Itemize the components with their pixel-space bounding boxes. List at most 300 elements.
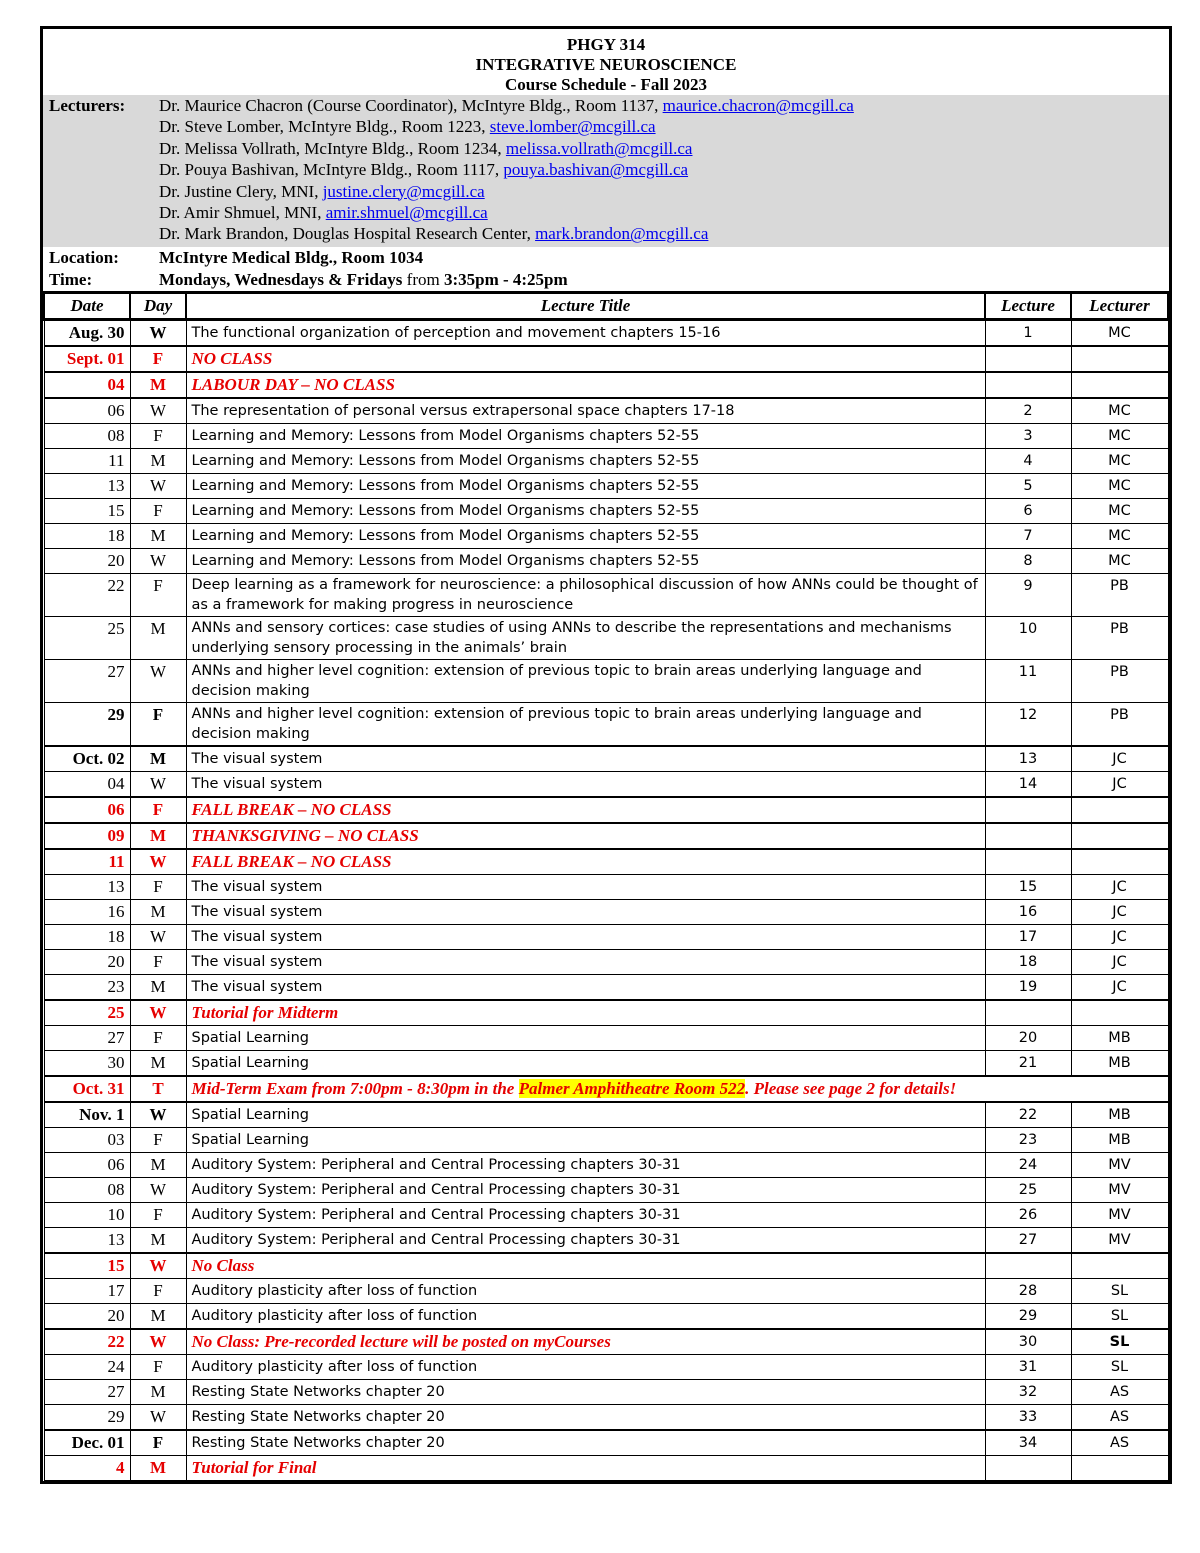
cell-day: F <box>130 1354 186 1379</box>
cell-lecture-number: 15 <box>985 874 1071 899</box>
cell-date: 20 <box>44 949 130 974</box>
cell-lecturer <box>1071 1455 1168 1480</box>
table-row <box>44 1102 1168 1128</box>
cell-lecture-number <box>985 1455 1071 1480</box>
time-from: from <box>406 269 440 289</box>
table-row <box>44 616 1168 659</box>
table-row <box>44 746 1168 772</box>
table-row <box>44 702 1168 746</box>
lecturers-label: Lecturers: <box>49 96 126 115</box>
cell-day: W <box>130 849 186 875</box>
table-row <box>44 448 1168 473</box>
cell-lecturer: MV <box>1071 1227 1168 1253</box>
cell-day: W <box>130 659 186 702</box>
schedule-table <box>43 291 1169 1481</box>
cell-lecturer: MV <box>1071 1202 1168 1227</box>
cell-day: F <box>130 346 186 372</box>
cell-date: 24 <box>44 1354 130 1379</box>
cell-date: 13 <box>44 1227 130 1253</box>
cell-lecture-number: 4 <box>985 448 1071 473</box>
cell-title: Auditory plasticity after loss of function <box>186 1278 985 1303</box>
cell-lecturer: JC <box>1071 949 1168 974</box>
cell-day: W <box>130 1329 186 1355</box>
cell-title: Auditory System: Peripheral and Central Processing chapters 30-31 <box>186 1177 985 1202</box>
table-row <box>44 1227 1168 1253</box>
table-row <box>44 1253 1168 1279</box>
col-header-date: Date <box>44 292 130 319</box>
table-header-row <box>44 292 1168 319</box>
cell-date: 29 <box>44 1404 130 1430</box>
time-value <box>159 269 1165 291</box>
cell-lecture-number: 19 <box>985 974 1071 1000</box>
cell-title: The visual system <box>186 771 985 797</box>
cell-lecture-number: 16 <box>985 899 1071 924</box>
cell-day: M <box>130 823 186 849</box>
table-row <box>44 1177 1168 1202</box>
cell-title: The visual system <box>186 746 985 772</box>
table-row <box>44 1127 1168 1152</box>
cell-lecturer <box>1071 1000 1168 1026</box>
cell-lecture-number: 6 <box>985 498 1071 523</box>
cell-date: Sept. 01 <box>44 346 130 372</box>
cell-lecturer: MC <box>1071 448 1168 473</box>
cell-day: W <box>130 1404 186 1430</box>
cell-lecture-number: 31 <box>985 1354 1071 1379</box>
cell-title: Auditory System: Peripheral and Central Processing chapters 30-31 <box>186 1227 985 1253</box>
cell-title: The visual system <box>186 899 985 924</box>
lecturer-email-link[interactable]: melissa.vollrath@mcgill.ca <box>505 138 693 158</box>
table-row <box>44 1000 1168 1026</box>
cell-date: 06 <box>44 797 130 823</box>
lecturer-text: Dr. Melissa Vollrath, McIntyre Bldg., Room 1234, <box>159 138 502 158</box>
table-row <box>44 498 1168 523</box>
lecturer-email-link[interactable]: pouya.bashivan@mcgill.ca <box>503 160 689 180</box>
table-row <box>44 924 1168 949</box>
cell-lecture-number <box>985 797 1071 823</box>
cell-title: Spatial Learning <box>186 1025 985 1050</box>
location-row <box>43 247 1169 269</box>
exam-text: Mid-Term Exam from 7:00pm - 8:30pm in the <box>191 1078 519 1098</box>
cell-title: The visual system <box>186 949 985 974</box>
cell-lecture-number <box>985 849 1071 875</box>
table-row <box>44 1455 1168 1480</box>
cell-lecture-number: 12 <box>985 702 1071 746</box>
cell-day: F <box>130 1202 186 1227</box>
cell-lecture-number: 1 <box>985 319 1071 346</box>
cell-title: The representation of personal versus extrapersonal space chapters 17-18 <box>186 398 985 424</box>
cell-date: 22 <box>44 1329 130 1355</box>
cell-lecturer: MC <box>1071 473 1168 498</box>
cell-lecture-number <box>985 346 1071 372</box>
cell-title: The visual system <box>186 924 985 949</box>
cell-day: M <box>130 1379 186 1404</box>
cell-lecture-number: 33 <box>985 1404 1071 1430</box>
document-header <box>43 29 1169 95</box>
cell-date: 27 <box>44 1379 130 1404</box>
cell-day: F <box>130 702 186 746</box>
cell-date: Oct. 02 <box>44 746 130 772</box>
cell-date: 08 <box>44 1177 130 1202</box>
cell-day: W <box>130 548 186 573</box>
location-value: McIntyre Medical Bldg., Room 1034 <box>159 247 424 267</box>
cell-title: ANNs and sensory cortices: case studies of using ANNs to describe the representations and mechanisms underlying sensory processing in the animals’ brain <box>186 616 985 659</box>
cell-title: Resting State Networks chapter 20 <box>186 1430 985 1456</box>
cell-lecture-number: 3 <box>985 423 1071 448</box>
cell-title: THANKSGIVING – NO CLASS <box>186 823 985 849</box>
cell-lecturer: JC <box>1071 974 1168 1000</box>
cell-date: 06 <box>44 1152 130 1177</box>
lecturer-text: Dr. Justine Clery, MNI, <box>159 181 319 201</box>
cell-date: 13 <box>44 473 130 498</box>
cell-day: W <box>130 319 186 346</box>
table-row <box>44 1303 1168 1329</box>
table-row <box>44 949 1168 974</box>
cell-lecturer: MC <box>1071 398 1168 424</box>
lecturer-text: Dr. Steve Lomber, McIntyre Bldg., Room 1223, <box>159 117 486 137</box>
cell-day: F <box>130 949 186 974</box>
cell-date: Dec. 01 <box>44 1430 130 1456</box>
cell-date: 11 <box>44 849 130 875</box>
lecturer-entry <box>159 223 1165 244</box>
col-header-day: Day <box>130 292 186 319</box>
cell-title: ANNs and higher level cognition: extension of previous topic to brain areas underlying language and decision making <box>186 702 985 746</box>
course-name: INTEGRATIVE NEUROSCIENCE <box>475 55 737 74</box>
cell-lecturer: PB <box>1071 573 1168 616</box>
cell-date: 18 <box>44 523 130 548</box>
cell-date: 15 <box>44 1253 130 1279</box>
cell-day: M <box>130 616 186 659</box>
cell-title: Spatial Learning <box>186 1102 985 1128</box>
cell-lecturer: MC <box>1071 523 1168 548</box>
cell-lecture-number: 9 <box>985 573 1071 616</box>
cell-title: The visual system <box>186 974 985 1000</box>
cell-lecture-number: 11 <box>985 659 1071 702</box>
time-days: Mondays, Wednesdays & Fridays <box>159 269 403 289</box>
cell-title: No Class: Pre-recorded lecture will be posted on myCourses <box>186 1329 985 1355</box>
cell-day: F <box>130 797 186 823</box>
cell-day: W <box>130 1000 186 1026</box>
cell-date: 04 <box>44 372 130 398</box>
cell-lecture-number <box>985 1253 1071 1279</box>
lecturer-email-link[interactable]: steve.lomber@mcgill.ca <box>489 117 656 137</box>
cell-title: No Class <box>186 1253 985 1279</box>
cell-day: M <box>130 974 186 1000</box>
cell-lecturer: SL <box>1071 1354 1168 1379</box>
cell-lecture-number: 30 <box>985 1329 1071 1355</box>
cell-title: Spatial Learning <box>186 1050 985 1076</box>
cell-date: Aug. 30 <box>44 319 130 346</box>
cell-lecturer: JC <box>1071 771 1168 797</box>
cell-day: M <box>130 1050 186 1076</box>
cell-title: The visual system <box>186 874 985 899</box>
cell-lecturer: JC <box>1071 746 1168 772</box>
cell-lecturer: MC <box>1071 548 1168 573</box>
cell-date: 15 <box>44 498 130 523</box>
cell-lecture-number: 20 <box>985 1025 1071 1050</box>
cell-day: F <box>130 1278 186 1303</box>
location-label: Location: <box>49 247 119 267</box>
cell-lecturer: SL <box>1071 1278 1168 1303</box>
course-code: PHGY 314 <box>566 35 646 54</box>
cell-title: ANNs and higher level cognition: extension of previous topic to brain areas underlying language and decision making <box>186 659 985 702</box>
table-row <box>44 473 1168 498</box>
table-row <box>44 1430 1168 1456</box>
cell-lecturer: MV <box>1071 1177 1168 1202</box>
lecturer-email-link[interactable]: amir.shmuel@mcgill.ca <box>325 203 488 223</box>
lecturer-entry <box>159 138 1165 159</box>
cell-date: 20 <box>44 1303 130 1329</box>
lecturer-entry <box>159 159 1165 180</box>
cell-lecturer: AS <box>1071 1404 1168 1430</box>
cell-title: Learning and Memory: Lessons from Model Organisms chapters 52-55 <box>186 523 985 548</box>
cell-date: 29 <box>44 702 130 746</box>
cell-date: 27 <box>44 659 130 702</box>
cell-day: F <box>130 1430 186 1456</box>
cell-day: F <box>130 498 186 523</box>
cell-day: W <box>130 1253 186 1279</box>
cell-lecturer: AS <box>1071 1379 1168 1404</box>
exam-note: . Please see page 2 for details! <box>745 1078 957 1098</box>
cell-date: 08 <box>44 423 130 448</box>
cell-lecturer: MB <box>1071 1127 1168 1152</box>
cell-day: W <box>130 771 186 797</box>
cell-lecturer: MB <box>1071 1102 1168 1128</box>
lecturer-text: Dr. Amir Shmuel, MNI, <box>159 203 322 223</box>
table-row <box>44 1152 1168 1177</box>
cell-lecture-number: 29 <box>985 1303 1071 1329</box>
cell-day: W <box>130 398 186 424</box>
time-label: Time: <box>49 269 93 289</box>
cell-lecturer: MC <box>1071 423 1168 448</box>
cell-title: Tutorial for Midterm <box>186 1000 985 1026</box>
cell-title: Learning and Memory: Lessons from Model Organisms chapters 52-55 <box>186 423 985 448</box>
cell-lecture-number: 25 <box>985 1177 1071 1202</box>
cell-lecture-number <box>985 372 1071 398</box>
cell-title <box>186 1076 1168 1102</box>
cell-lecturer: MB <box>1071 1025 1168 1050</box>
cell-date: Oct. 31 <box>44 1076 130 1102</box>
cell-lecture-number: 26 <box>985 1202 1071 1227</box>
cell-day: W <box>130 473 186 498</box>
cell-day: W <box>130 1177 186 1202</box>
cell-lecturer <box>1071 823 1168 849</box>
lecturer-text: Dr. Mark Brandon, Douglas Hospital Research Center, <box>159 224 531 244</box>
cell-lecture-number: 23 <box>985 1127 1071 1152</box>
cell-lecturer: PB <box>1071 702 1168 746</box>
cell-date: Nov. 1 <box>44 1102 130 1128</box>
lecturer-entry <box>159 95 1165 116</box>
cell-title: Learning and Memory: Lessons from Model Organisms chapters 52-55 <box>186 448 985 473</box>
table-row <box>44 1404 1168 1430</box>
course-schedule-sheet <box>40 26 1172 1484</box>
lecturer-text: Dr. Maurice Chacron (Course Coordinator), McIntyre Bldg., Room 1137, <box>159 96 659 115</box>
table-row <box>44 372 1168 398</box>
cell-lecture-number: 14 <box>985 771 1071 797</box>
cell-day: W <box>130 924 186 949</box>
cell-day: T <box>130 1076 186 1102</box>
cell-date: 16 <box>44 899 130 924</box>
cell-day: M <box>130 1303 186 1329</box>
cell-day: M <box>130 448 186 473</box>
table-row <box>44 849 1168 875</box>
cell-lecturer: MB <box>1071 1050 1168 1076</box>
time-row <box>43 269 1169 291</box>
col-header-lecturer: Lecturer <box>1071 292 1168 319</box>
cell-lecturer: MC <box>1071 319 1168 346</box>
cell-lecturer: PB <box>1071 659 1168 702</box>
cell-date: 17 <box>44 1278 130 1303</box>
exam-location-highlight: Palmer Amphitheatre Room 522 <box>518 1078 746 1098</box>
table-row <box>44 548 1168 573</box>
table-row <box>44 974 1168 1000</box>
cell-lecture-number: 24 <box>985 1152 1071 1177</box>
cell-lecture-number: 7 <box>985 523 1071 548</box>
cell-title: FALL BREAK – NO CLASS <box>186 849 985 875</box>
table-row <box>44 823 1168 849</box>
cell-lecturer <box>1071 1253 1168 1279</box>
cell-title: FALL BREAK – NO CLASS <box>186 797 985 823</box>
cell-lecture-number: 5 <box>985 473 1071 498</box>
lecturer-entry <box>159 181 1165 202</box>
cell-day: M <box>130 1455 186 1480</box>
cell-date: 25 <box>44 1000 130 1026</box>
lecturer-entry <box>159 116 1165 137</box>
table-row <box>44 1202 1168 1227</box>
cell-day: M <box>130 372 186 398</box>
table-row <box>44 319 1168 346</box>
cell-lecture-number: 34 <box>985 1430 1071 1456</box>
cell-title: Auditory plasticity after loss of function <box>186 1303 985 1329</box>
lecturer-email-link[interactable]: justine.clery@mcgill.ca <box>322 181 485 201</box>
cell-day: M <box>130 1152 186 1177</box>
cell-title: Learning and Memory: Lessons from Model Organisms chapters 52-55 <box>186 498 985 523</box>
cell-lecture-number: 13 <box>985 746 1071 772</box>
cell-day: F <box>130 1127 186 1152</box>
cell-date: 23 <box>44 974 130 1000</box>
cell-lecture-number: 32 <box>985 1379 1071 1404</box>
cell-date: 06 <box>44 398 130 424</box>
table-row <box>44 1354 1168 1379</box>
lecturer-email-link[interactable]: mark.brandon@mcgill.ca <box>535 224 709 244</box>
table-row <box>44 1076 1168 1102</box>
cell-date: 20 <box>44 548 130 573</box>
cell-title: Auditory System: Peripheral and Central Processing chapters 30-31 <box>186 1202 985 1227</box>
cell-day: M <box>130 746 186 772</box>
table-row <box>44 899 1168 924</box>
cell-lecturer: MV <box>1071 1152 1168 1177</box>
table-row <box>44 398 1168 424</box>
cell-lecture-number: 8 <box>985 548 1071 573</box>
cell-date: 22 <box>44 573 130 616</box>
cell-date: 13 <box>44 874 130 899</box>
table-row <box>44 797 1168 823</box>
col-header-title: Lecture Title <box>186 292 985 319</box>
cell-lecturer: PB <box>1071 616 1168 659</box>
cell-day: W <box>130 1102 186 1128</box>
cell-day: F <box>130 573 186 616</box>
lecturer-email-link[interactable]: maurice.chacron@mcgill.ca <box>662 96 854 115</box>
table-row <box>44 659 1168 702</box>
table-row <box>44 771 1168 797</box>
cell-lecturer <box>1071 372 1168 398</box>
cell-title: Resting State Networks chapter 20 <box>186 1379 985 1404</box>
col-header-lecture: Lecture <box>985 292 1071 319</box>
cell-title: Spatial Learning <box>186 1127 985 1152</box>
cell-lecture-number: 21 <box>985 1050 1071 1076</box>
table-row <box>44 1025 1168 1050</box>
cell-lecture-number: 28 <box>985 1278 1071 1303</box>
cell-day: F <box>130 423 186 448</box>
table-row <box>44 423 1168 448</box>
cell-lecture-number <box>985 823 1071 849</box>
cell-lecturer <box>1071 797 1168 823</box>
cell-date: 11 <box>44 448 130 473</box>
cell-lecturer <box>1071 849 1168 875</box>
table-row <box>44 1050 1168 1076</box>
lecturer-entry <box>159 202 1165 223</box>
table-row <box>44 1379 1168 1404</box>
table-row <box>44 523 1168 548</box>
cell-title: Auditory System: Peripheral and Central Processing chapters 30-31 <box>186 1152 985 1177</box>
cell-lecture-number: 2 <box>985 398 1071 424</box>
cell-lecturer: JC <box>1071 874 1168 899</box>
cell-date: 27 <box>44 1025 130 1050</box>
lecturers-block <box>43 95 1169 247</box>
cell-lecture-number: 17 <box>985 924 1071 949</box>
cell-title: The functional organization of perception and movement chapters 15-16 <box>186 319 985 346</box>
lecturers-list <box>159 95 1165 245</box>
cell-lecturer: SL <box>1071 1329 1168 1355</box>
time-range: 3:35pm - 4:25pm <box>443 269 568 289</box>
cell-lecturer: MC <box>1071 498 1168 523</box>
cell-date: 03 <box>44 1127 130 1152</box>
cell-lecturer: SL <box>1071 1303 1168 1329</box>
cell-lecture-number <box>985 1000 1071 1026</box>
table-row <box>44 346 1168 372</box>
cell-lecturer <box>1071 346 1168 372</box>
cell-day: F <box>130 1025 186 1050</box>
cell-title: Tutorial for Final <box>186 1455 985 1480</box>
lecturer-text: Dr. Pouya Bashivan, McIntyre Bldg., Room 1117, <box>159 160 500 180</box>
cell-lecture-number: 10 <box>985 616 1071 659</box>
cell-date: 30 <box>44 1050 130 1076</box>
cell-lecture-number: 22 <box>985 1102 1071 1128</box>
cell-day: M <box>130 523 186 548</box>
cell-lecturer: AS <box>1071 1430 1168 1456</box>
cell-title: NO CLASS <box>186 346 985 372</box>
table-row <box>44 874 1168 899</box>
cell-date: 09 <box>44 823 130 849</box>
cell-lecture-number: 27 <box>985 1227 1071 1253</box>
cell-lecturer: JC <box>1071 924 1168 949</box>
cell-date: 4 <box>44 1455 130 1480</box>
cell-day: M <box>130 899 186 924</box>
cell-title: Learning and Memory: Lessons from Model Organisms chapters 52-55 <box>186 548 985 573</box>
cell-title: Resting State Networks chapter 20 <box>186 1404 985 1430</box>
schedule-title: Course Schedule - Fall 2023 <box>504 75 708 94</box>
cell-date: 10 <box>44 1202 130 1227</box>
cell-title: Auditory plasticity after loss of function <box>186 1354 985 1379</box>
cell-lecture-number: 18 <box>985 949 1071 974</box>
cell-title: Learning and Memory: Lessons from Model Organisms chapters 52-55 <box>186 473 985 498</box>
table-row <box>44 1329 1168 1355</box>
table-row <box>44 1278 1168 1303</box>
cell-date: 25 <box>44 616 130 659</box>
cell-title: Deep learning as a framework for neuroscience: a philosophical discussion of how ANNs could be thought of as a framework for making progress in neuroscience <box>186 573 985 616</box>
cell-day: M <box>130 1227 186 1253</box>
cell-lecturer: JC <box>1071 899 1168 924</box>
cell-date: 18 <box>44 924 130 949</box>
